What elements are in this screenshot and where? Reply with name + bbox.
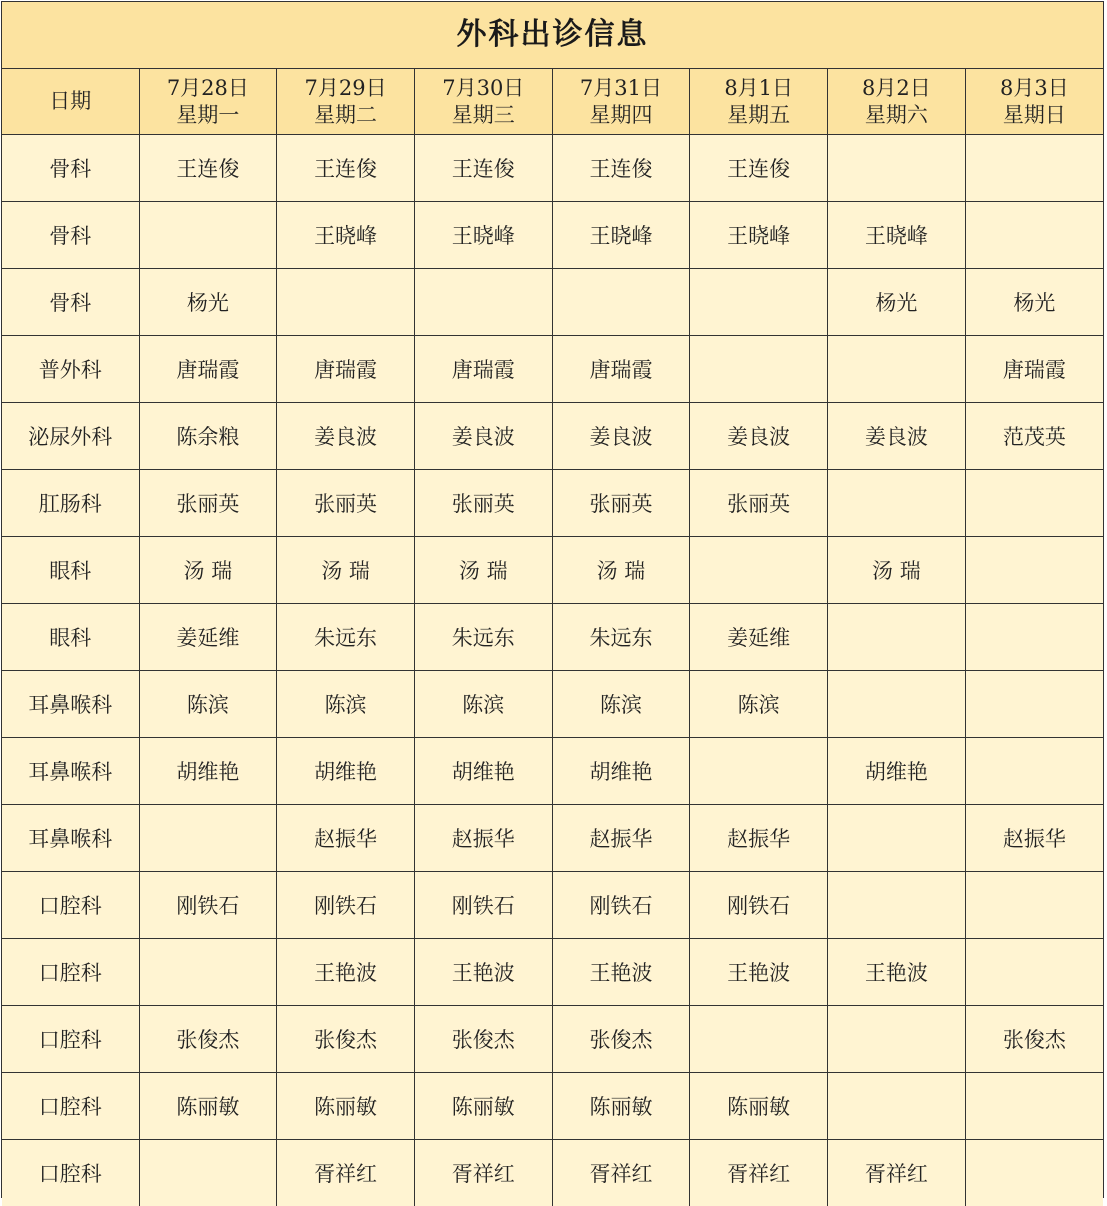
doctor-cell [139,805,277,872]
doctor-cell: 胥祥红 [277,1140,415,1206]
doctor-cell: 唐瑞霞 [139,336,277,403]
doctor-cell [965,537,1103,604]
doctor-cell: 汤 瑞 [552,537,690,604]
day-date: 7月30日 [415,75,552,102]
department-cell: 口腔科 [2,1073,139,1140]
day-header [690,69,828,135]
day-header [277,69,415,135]
doctor-cell: 赵振华 [277,805,415,872]
doctor-cell: 张丽英 [690,470,828,537]
department-cell: 口腔科 [2,939,139,1006]
doctor-cell: 胡维艳 [139,738,277,805]
doctor-cell [828,1073,966,1140]
doctor-cell [965,738,1103,805]
department-cell: 骨科 [2,135,139,202]
doctor-cell: 王连俊 [277,135,415,202]
doctor-cell: 姜延维 [690,604,828,671]
day-date: 8月1日 [690,75,827,102]
department-cell: 耳鼻喉科 [2,805,139,872]
doctor-cell: 刚铁石 [277,872,415,939]
doctor-cell: 张丽英 [277,470,415,537]
doctor-cell [690,738,828,805]
doctor-cell: 胥祥红 [828,1140,966,1206]
doctor-cell [690,1006,828,1073]
department-cell: 耳鼻喉科 [2,671,139,738]
day-weekday: 星期日 [966,102,1103,129]
day-date: 7月28日 [140,75,277,102]
doctor-cell [828,470,966,537]
doctor-cell: 陈丽敏 [277,1073,415,1140]
doctor-cell: 杨光 [965,269,1103,336]
doctor-cell: 范茂英 [965,403,1103,470]
day-header [828,69,966,135]
doctor-cell: 汤 瑞 [139,537,277,604]
doctor-cell: 胥祥红 [552,1140,690,1206]
table-row [2,135,1103,202]
department-cell: 普外科 [2,336,139,403]
doctor-cell: 王晓峰 [690,202,828,269]
table-row [2,1006,1103,1073]
doctor-cell: 王艳波 [828,939,966,1006]
doctor-cell [828,872,966,939]
doctor-cell: 张俊杰 [552,1006,690,1073]
doctor-cell: 朱远东 [277,604,415,671]
doctor-cell: 汤 瑞 [277,537,415,604]
doctor-cell: 王连俊 [139,135,277,202]
page-title: 外科出诊信息 [2,2,1103,69]
doctor-cell: 刚铁石 [139,872,277,939]
department-cell: 骨科 [2,202,139,269]
table-row [2,403,1103,470]
doctor-cell: 王晓峰 [552,202,690,269]
doctor-cell: 王晓峰 [828,202,966,269]
doctor-cell: 张俊杰 [965,1006,1103,1073]
doctor-cell: 陈滨 [552,671,690,738]
doctor-cell [690,537,828,604]
doctor-cell: 陈余粮 [139,403,277,470]
doctor-cell [828,1006,966,1073]
doctor-cell [277,269,415,336]
doctor-cell: 姜良波 [690,403,828,470]
doctor-cell [414,269,552,336]
department-cell: 口腔科 [2,1006,139,1073]
table-row [2,336,1103,403]
doctor-cell: 王晓峰 [277,202,415,269]
doctor-cell: 姜良波 [552,403,690,470]
table-row [2,604,1103,671]
doctor-cell [965,872,1103,939]
doctor-cell [965,1140,1103,1206]
doctor-cell [965,1073,1103,1140]
table-row [2,805,1103,872]
doctor-cell [965,470,1103,537]
doctor-cell: 赵振华 [965,805,1103,872]
day-header [139,69,277,135]
date-label-header: 日期 [2,69,139,135]
schedule-table [2,69,1103,1206]
doctor-cell: 王连俊 [552,135,690,202]
table-row [2,1073,1103,1140]
doctor-cell: 张俊杰 [277,1006,415,1073]
day-weekday: 星期五 [690,102,827,129]
department-cell: 眼科 [2,537,139,604]
day-weekday: 星期二 [277,102,414,129]
doctor-cell: 陈滨 [139,671,277,738]
doctor-cell: 王艳波 [414,939,552,1006]
doctor-cell: 陈丽敏 [552,1073,690,1140]
doctor-cell [965,202,1103,269]
doctor-cell: 陈滨 [690,671,828,738]
doctor-cell: 张丽英 [552,470,690,537]
day-date: 7月31日 [553,75,690,102]
day-header [552,69,690,135]
day-date: 8月2日 [828,75,965,102]
doctor-cell: 王连俊 [690,135,828,202]
doctor-cell [552,269,690,336]
doctor-cell: 胡维艳 [414,738,552,805]
table-row [2,939,1103,1006]
day-weekday: 星期四 [553,102,690,129]
doctor-cell: 姜良波 [828,403,966,470]
department-cell: 口腔科 [2,872,139,939]
doctor-cell: 唐瑞霞 [552,336,690,403]
doctor-cell: 赵振华 [690,805,828,872]
doctor-cell: 张丽英 [139,470,277,537]
doctor-cell [828,671,966,738]
doctor-cell: 王晓峰 [414,202,552,269]
table-row [2,269,1103,336]
doctor-cell: 王艳波 [277,939,415,1006]
day-header [965,69,1103,135]
schedule-sheet [1,1,1104,1198]
doctor-cell: 朱远东 [552,604,690,671]
doctor-cell: 唐瑞霞 [414,336,552,403]
doctor-cell: 朱远东 [414,604,552,671]
doctor-cell: 刚铁石 [552,872,690,939]
department-cell: 骨科 [2,269,139,336]
doctor-cell: 刚铁石 [690,872,828,939]
doctor-cell: 陈丽敏 [414,1073,552,1140]
doctor-cell: 胡维艳 [828,738,966,805]
doctor-cell: 张俊杰 [139,1006,277,1073]
doctor-cell: 陈滨 [277,671,415,738]
doctor-cell [690,336,828,403]
doctor-cell: 杨光 [828,269,966,336]
doctor-cell: 王连俊 [414,135,552,202]
doctor-cell: 汤 瑞 [414,537,552,604]
department-cell: 泌尿外科 [2,403,139,470]
doctor-cell: 王艳波 [552,939,690,1006]
doctor-cell [139,939,277,1006]
table-row [2,470,1103,537]
table-row [2,738,1103,805]
doctor-cell: 胥祥红 [690,1140,828,1206]
day-weekday: 星期一 [140,102,277,129]
header-row [2,69,1103,135]
table-row [2,872,1103,939]
doctor-cell: 姜良波 [277,403,415,470]
doctor-cell: 刚铁石 [414,872,552,939]
doctor-cell: 胡维艳 [277,738,415,805]
doctor-cell [828,604,966,671]
department-cell: 口腔科 [2,1140,139,1206]
table-row [2,1140,1103,1206]
day-date: 7月29日 [277,75,414,102]
doctor-cell: 王艳波 [690,939,828,1006]
doctor-cell: 陈滨 [414,671,552,738]
doctor-cell [828,336,966,403]
doctor-cell: 赵振华 [414,805,552,872]
doctor-cell: 胡维艳 [552,738,690,805]
doctor-cell [965,939,1103,1006]
doctor-cell: 汤 瑞 [828,537,966,604]
doctor-cell [828,805,966,872]
doctor-cell: 唐瑞霞 [277,336,415,403]
table-row [2,671,1103,738]
day-weekday: 星期三 [415,102,552,129]
doctor-cell [139,202,277,269]
department-cell: 眼科 [2,604,139,671]
day-date: 8月3日 [966,75,1103,102]
doctor-cell: 姜良波 [414,403,552,470]
doctor-cell: 杨光 [139,269,277,336]
doctor-cell [965,604,1103,671]
doctor-cell: 赵振华 [552,805,690,872]
table-row [2,537,1103,604]
table-row [2,202,1103,269]
department-cell: 耳鼻喉科 [2,738,139,805]
doctor-cell: 姜延维 [139,604,277,671]
doctor-cell [690,269,828,336]
doctor-cell: 唐瑞霞 [965,336,1103,403]
doctor-cell: 陈丽敏 [139,1073,277,1140]
day-weekday: 星期六 [828,102,965,129]
doctor-cell: 胥祥红 [414,1140,552,1206]
doctor-cell: 陈丽敏 [690,1073,828,1140]
doctor-cell [139,1140,277,1206]
department-cell: 肛肠科 [2,470,139,537]
day-header [414,69,552,135]
doctor-cell [828,135,966,202]
doctor-cell [965,135,1103,202]
doctor-cell: 张丽英 [414,470,552,537]
doctor-cell: 张俊杰 [414,1006,552,1073]
schedule-body [2,135,1103,1206]
doctor-cell [965,671,1103,738]
